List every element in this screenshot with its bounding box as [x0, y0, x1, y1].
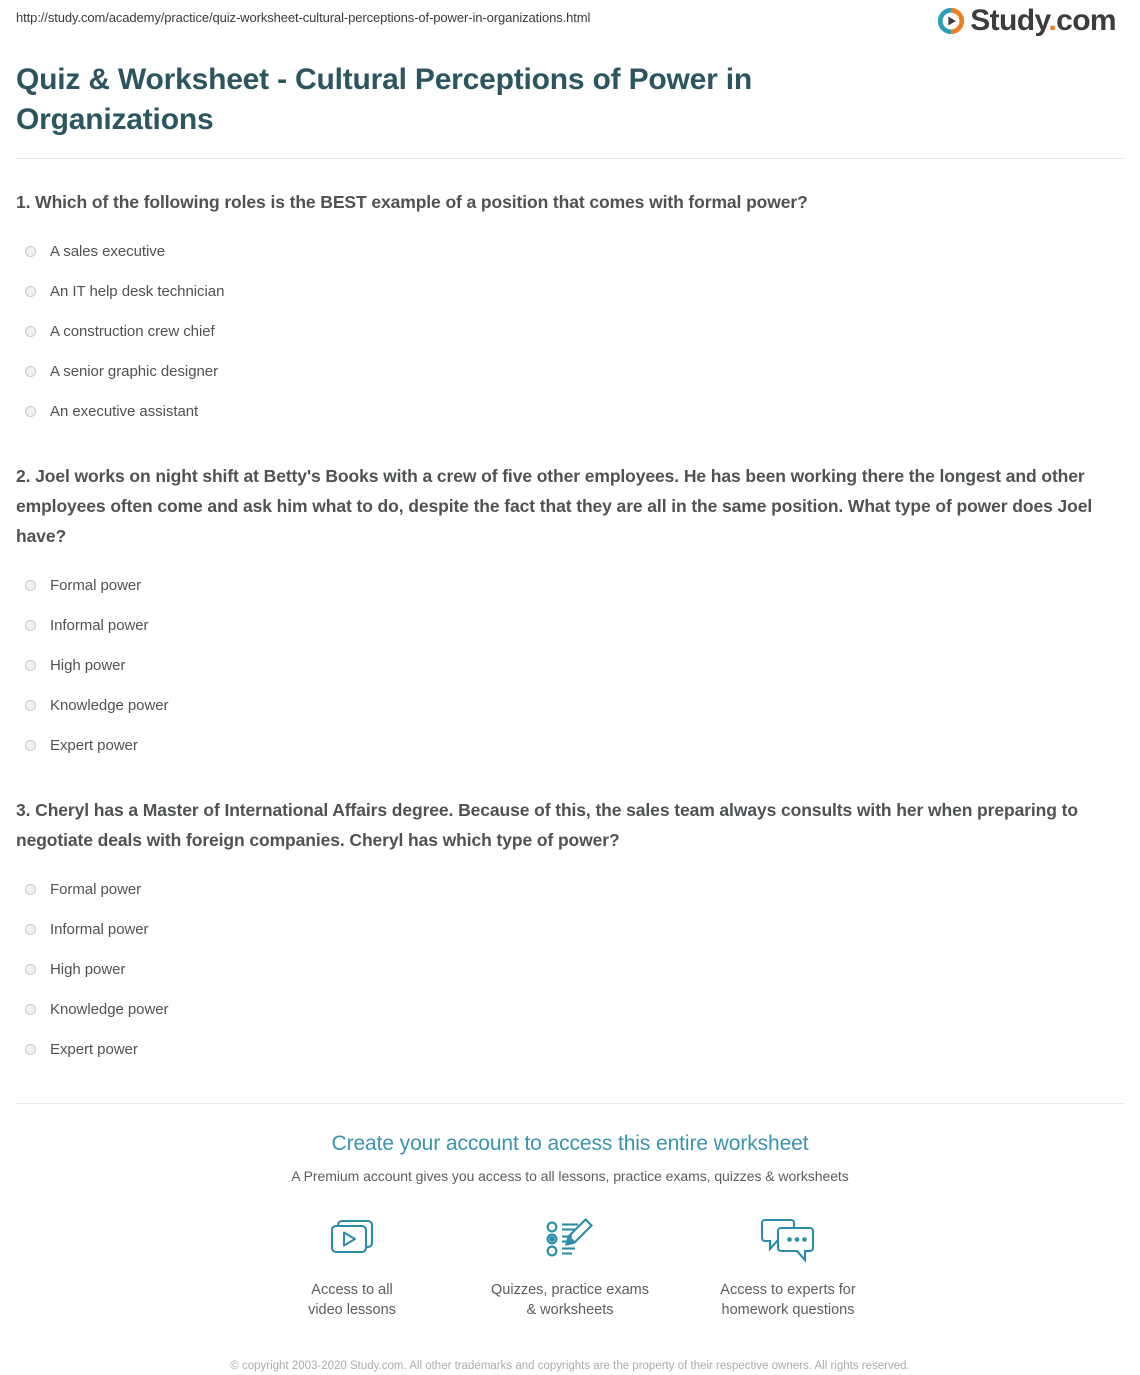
radio-button-icon[interactable]	[25, 580, 36, 591]
radio-button-icon[interactable]	[25, 366, 36, 377]
radio-button-icon[interactable]	[25, 246, 36, 257]
feature-video-lessons	[243, 1210, 461, 1320]
feature-label-line1: Access to experts for	[720, 1282, 856, 1298]
answer-option-label: High power	[50, 656, 126, 674]
answer-option-label: A sales executive	[50, 242, 166, 260]
answer-options-2	[16, 565, 1124, 765]
answer-option-label: High power	[50, 960, 126, 978]
answer-option-label: Knowledge power	[50, 1000, 169, 1018]
radio-button-icon[interactable]	[25, 740, 36, 751]
radio-button-icon[interactable]	[25, 660, 36, 671]
feature-label-line2: homework questions	[721, 1302, 855, 1318]
answer-option-label: Expert power	[50, 736, 138, 754]
page-url: http://study.com/academy/practice/quiz-worksheet-cultural-perceptions-of-power-in-organizations.html	[16, 10, 591, 25]
question-text: 3. Cheryl has a Master of International Affairs degree. Because of this, the sales team always consults with her when preparing to negotiate deals with foreign companies. Cheryl has which type of power?	[16, 800, 1078, 850]
answer-option-label: A construction crew chief	[50, 322, 215, 340]
chat-bubbles-icon	[679, 1210, 897, 1272]
answer-option-label: Informal power	[50, 920, 149, 938]
answer-option[interactable]	[16, 645, 1124, 685]
copyright-text: © copyright 2003-2020 Study.com. All other trademarks and copyrights are the property of their respective owners. All rights reserved.	[230, 1360, 910, 1372]
browser-top-bar	[0, 0, 1140, 52]
radio-button-icon[interactable]	[25, 1044, 36, 1055]
page-title: Quiz & Worksheet - Cultural Perceptions of Power in Organizations	[16, 63, 753, 136]
question-2	[16, 461, 1124, 765]
answer-option-label: A senior graphic designer	[50, 362, 219, 380]
answer-option-label: Formal power	[50, 576, 142, 594]
answer-option-label: Knowledge power	[50, 696, 169, 714]
radio-button-icon[interactable]	[25, 924, 36, 935]
answer-option-label: An IT help desk technician	[50, 282, 225, 300]
answer-options-1	[16, 231, 1124, 431]
study-com-logo[interactable]	[936, 0, 1126, 36]
radio-button-icon[interactable]	[25, 406, 36, 417]
feature-label-line2: & worksheets	[526, 1302, 614, 1318]
answer-option[interactable]	[16, 909, 1124, 949]
radio-button-icon[interactable]	[25, 700, 36, 711]
feature-label-line2: video lessons	[308, 1302, 396, 1318]
feature-label	[461, 1280, 679, 1320]
answer-option[interactable]	[16, 565, 1124, 605]
question-3	[16, 795, 1124, 1069]
radio-button-icon[interactable]	[25, 326, 36, 337]
feature-expert-help	[679, 1210, 897, 1320]
brand-suffix: com	[1056, 4, 1116, 37]
answer-option[interactable]	[16, 231, 1124, 271]
answer-option-label: Informal power	[50, 616, 149, 634]
video-lessons-icon	[243, 1210, 461, 1272]
answer-option[interactable]	[16, 351, 1124, 391]
feature-label	[243, 1280, 461, 1320]
radio-button-icon[interactable]	[25, 964, 36, 975]
answer-option[interactable]	[16, 949, 1124, 989]
feature-label-line1: Access to all	[311, 1282, 393, 1298]
answer-option[interactable]	[16, 605, 1124, 645]
cta-subtitle: A Premium account gives you access to all lessons, practice exams, quizzes & worksheets	[291, 1168, 849, 1184]
quiz-checklist-pencil-icon	[461, 1210, 679, 1272]
title-divider	[16, 158, 1124, 159]
feature-label-line1: Quizzes, practice exams	[491, 1282, 649, 1298]
question-text: 2. Joel works on night shift at Betty's Books with a crew of five other employees. He has been working there the longest and other employees often come and ask him what to do, despite the fact that they are all in the same position. What type of power does Joel have?	[16, 466, 1093, 546]
answer-option[interactable]	[16, 685, 1124, 725]
radio-button-icon[interactable]	[25, 620, 36, 631]
create-account-cta	[0, 1104, 1140, 1375]
cta-title[interactable]: Create your account to access this entire worksheet	[331, 1132, 809, 1155]
answer-option[interactable]	[16, 311, 1124, 351]
answer-options-3	[16, 869, 1124, 1069]
feature-label	[679, 1280, 897, 1320]
answer-option[interactable]	[16, 1029, 1124, 1069]
answer-option-label: Expert power	[50, 1040, 138, 1058]
feature-list	[0, 1210, 1140, 1320]
radio-button-icon[interactable]	[25, 884, 36, 895]
question-text: 1. Which of the following roles is the BEST example of a position that comes with formal power?	[16, 192, 808, 212]
feature-quizzes	[461, 1210, 679, 1320]
answer-option[interactable]	[16, 725, 1124, 765]
brand-dot: .	[1048, 4, 1057, 37]
answer-option-label: An executive assistant	[50, 402, 199, 420]
answer-option-label: Formal power	[50, 880, 142, 898]
answer-option[interactable]	[16, 869, 1124, 909]
brand-name: Study	[970, 4, 1049, 37]
quiz-questions	[0, 187, 1140, 1069]
question-1	[16, 187, 1124, 431]
radio-button-icon[interactable]	[25, 286, 36, 297]
answer-option[interactable]	[16, 989, 1124, 1029]
play-circle-icon	[936, 6, 966, 36]
answer-option[interactable]	[16, 391, 1124, 431]
radio-button-icon[interactable]	[25, 1004, 36, 1015]
answer-option[interactable]	[16, 271, 1124, 311]
brand-wordmark	[970, 6, 1116, 36]
